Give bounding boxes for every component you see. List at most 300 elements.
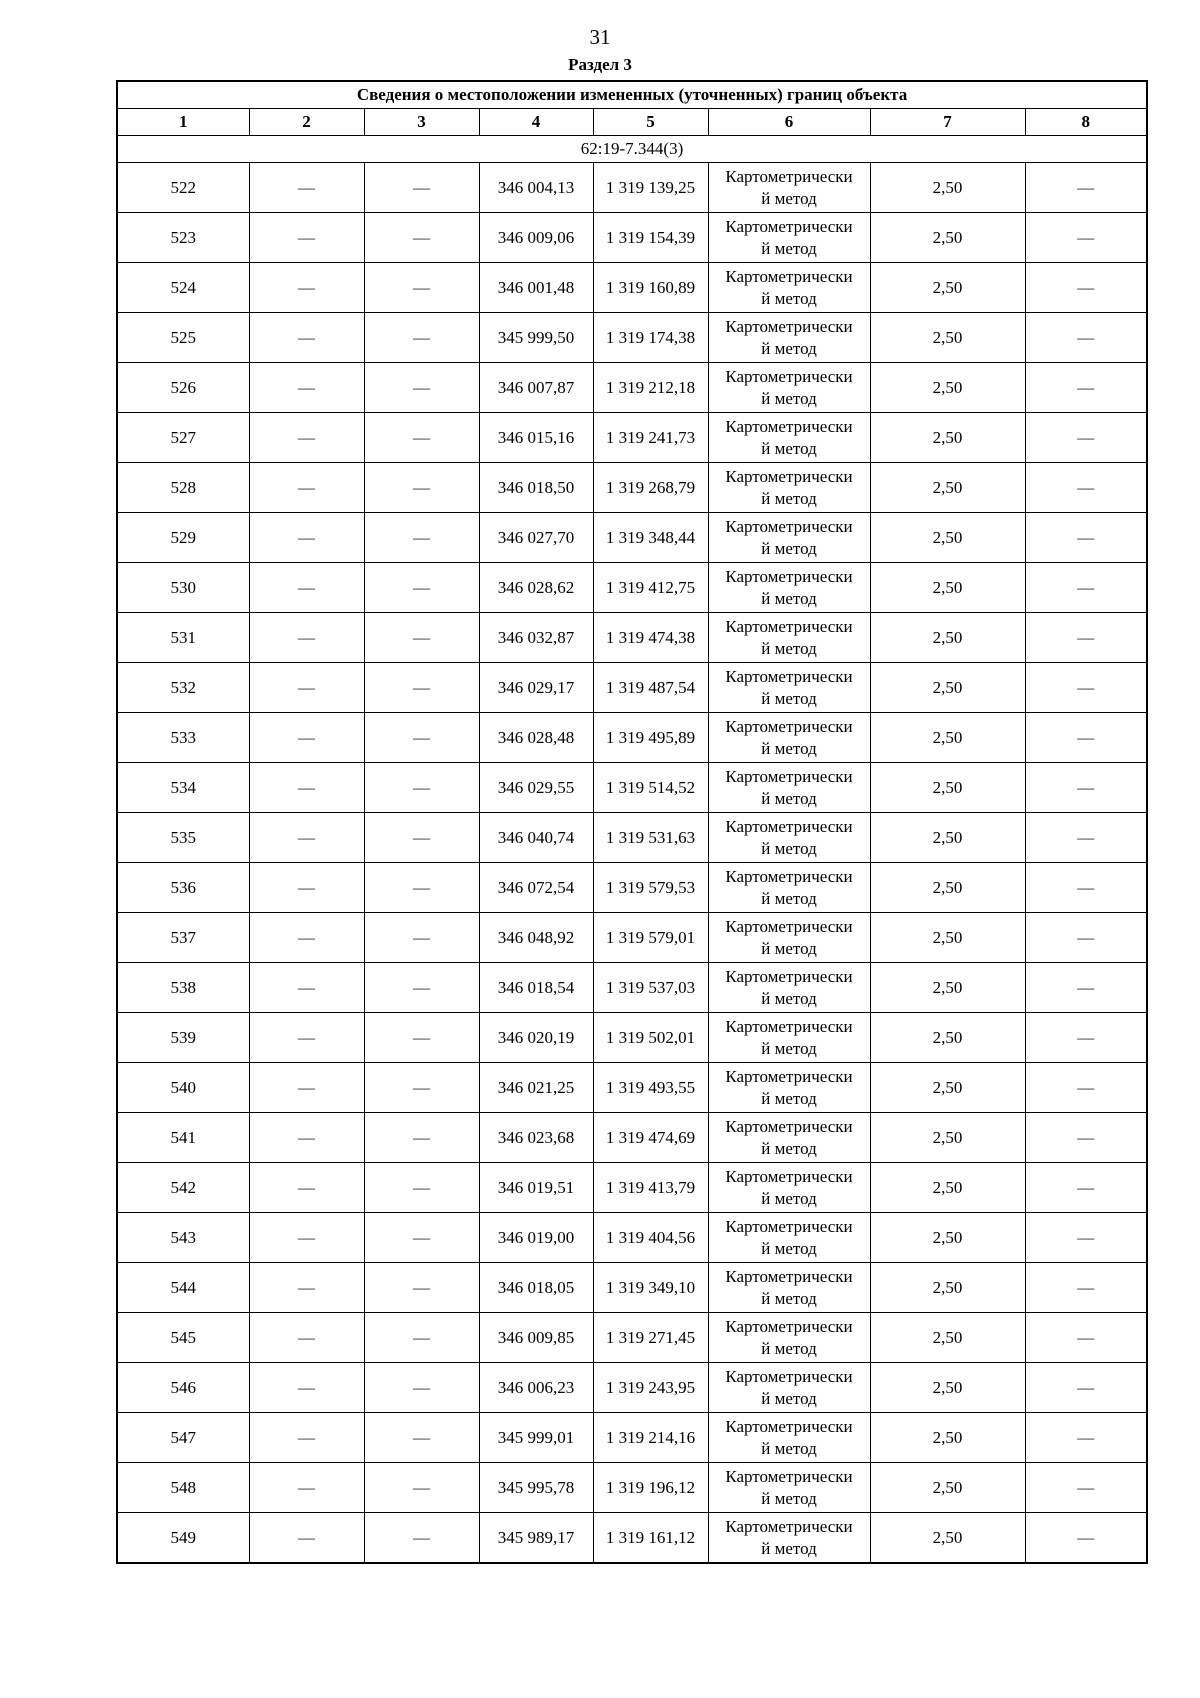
accuracy-cell: 2,50: [870, 1313, 1025, 1363]
empty-dash-cell: —: [1025, 163, 1147, 213]
accuracy-cell: 2,50: [870, 163, 1025, 213]
point-number-cell: 523: [117, 213, 249, 263]
method-cell: [708, 513, 870, 563]
point-number-cell: 522: [117, 163, 249, 213]
method-line-2: й метод: [761, 838, 817, 858]
method-line-1: Картометрически: [725, 1016, 853, 1036]
point-number-cell: 527: [117, 413, 249, 463]
y-coordinate-cell: 1 319 495,89: [593, 713, 708, 763]
column-numbers-row: [117, 109, 1147, 136]
accuracy-cell: 2,50: [870, 1113, 1025, 1163]
x-coordinate-cell: 346 029,55: [479, 763, 593, 813]
point-number-cell: 549: [117, 1513, 249, 1564]
y-coordinate-cell: 1 319 154,39: [593, 213, 708, 263]
coordinates-table: [116, 80, 1148, 1564]
method-line-1: Картометрически: [725, 316, 853, 336]
point-number-cell: 529: [117, 513, 249, 563]
method-line-1: Картометрически: [725, 616, 853, 636]
empty-dash-cell: —: [249, 1063, 364, 1113]
method-cell: [708, 363, 870, 413]
table-row: [117, 1313, 1147, 1363]
method-line-1: Картометрически: [725, 1416, 853, 1436]
method-line-2: й метод: [761, 1488, 817, 1508]
y-coordinate-cell: 1 319 412,75: [593, 563, 708, 613]
table-row: [117, 1163, 1147, 1213]
empty-dash-cell: —: [1025, 513, 1147, 563]
x-coordinate-cell: 346 009,06: [479, 213, 593, 263]
y-coordinate-cell: 1 319 349,10: [593, 1263, 708, 1313]
method-line-1: Картометрически: [725, 416, 853, 436]
empty-dash-cell: —: [364, 313, 479, 363]
accuracy-cell: 2,50: [870, 1363, 1025, 1413]
y-coordinate-cell: 1 319 404,56: [593, 1213, 708, 1263]
method-line-1: Картометрически: [725, 1166, 853, 1186]
point-number-cell: 545: [117, 1313, 249, 1363]
method-line-2: й метод: [761, 1088, 817, 1108]
empty-dash-cell: —: [1025, 1463, 1147, 1513]
x-coordinate-cell: 346 028,48: [479, 713, 593, 763]
column-number: 1: [117, 109, 249, 136]
accuracy-cell: 2,50: [870, 1013, 1025, 1063]
method-line-1: Картометрически: [725, 1466, 853, 1486]
empty-dash-cell: —: [1025, 1013, 1147, 1063]
method-cell: [708, 963, 870, 1013]
point-number-cell: 541: [117, 1113, 249, 1163]
y-coordinate-cell: 1 319 493,55: [593, 1063, 708, 1113]
empty-dash-cell: —: [1025, 263, 1147, 313]
accuracy-cell: 2,50: [870, 913, 1025, 963]
empty-dash-cell: —: [364, 1163, 479, 1213]
table-caption: Сведения о местоположении измененных (уточненных) границ объекта: [117, 81, 1147, 109]
point-number-cell: 539: [117, 1013, 249, 1063]
method-line-2: й метод: [761, 438, 817, 458]
x-coordinate-cell: 346 019,00: [479, 1213, 593, 1263]
point-number-cell: 533: [117, 713, 249, 763]
empty-dash-cell: —: [249, 213, 364, 263]
y-coordinate-cell: 1 319 502,01: [593, 1013, 708, 1063]
method-cell: [708, 1263, 870, 1313]
table-row: [117, 1513, 1147, 1564]
x-coordinate-cell: 346 004,13: [479, 163, 593, 213]
method-line-1: Картометрически: [725, 666, 853, 686]
table-row: [117, 263, 1147, 313]
table-row: [117, 563, 1147, 613]
empty-dash-cell: —: [1025, 1063, 1147, 1113]
method-cell: [708, 1113, 870, 1163]
empty-dash-cell: —: [249, 1163, 364, 1213]
method-cell: [708, 413, 870, 463]
empty-dash-cell: —: [364, 363, 479, 413]
method-line-1: Картометрически: [725, 466, 853, 486]
method-line-2: й метод: [761, 1038, 817, 1058]
y-coordinate-cell: 1 319 139,25: [593, 163, 708, 213]
accuracy-cell: 2,50: [870, 1063, 1025, 1113]
method-cell: [708, 463, 870, 513]
method-line-1: Картометрически: [725, 1516, 853, 1536]
x-coordinate-cell: 345 999,50: [479, 313, 593, 363]
y-coordinate-cell: 1 319 268,79: [593, 463, 708, 513]
method-cell: [708, 1513, 870, 1564]
table-row: [117, 1063, 1147, 1113]
table-row: [117, 513, 1147, 563]
empty-dash-cell: —: [1025, 213, 1147, 263]
empty-dash-cell: —: [1025, 413, 1147, 463]
empty-dash-cell: —: [1025, 813, 1147, 863]
x-coordinate-cell: 346 029,17: [479, 663, 593, 713]
empty-dash-cell: —: [249, 263, 364, 313]
method-line-2: й метод: [761, 1138, 817, 1158]
accuracy-cell: 2,50: [870, 613, 1025, 663]
method-line-1: Картометрически: [725, 366, 853, 386]
method-cell: [708, 763, 870, 813]
accuracy-cell: 2,50: [870, 1163, 1025, 1213]
empty-dash-cell: —: [364, 1113, 479, 1163]
method-line-1: Картометрически: [725, 716, 853, 736]
table-row: [117, 613, 1147, 663]
method-cell: [708, 213, 870, 263]
empty-dash-cell: —: [249, 563, 364, 613]
y-coordinate-cell: 1 319 348,44: [593, 513, 708, 563]
method-line-2: й метод: [761, 1438, 817, 1458]
empty-dash-cell: —: [364, 813, 479, 863]
method-cell: [708, 663, 870, 713]
method-line-2: й метод: [761, 338, 817, 358]
method-line-2: й метод: [761, 738, 817, 758]
y-coordinate-cell: 1 319 241,73: [593, 413, 708, 463]
empty-dash-cell: —: [364, 913, 479, 963]
method-line-2: й метод: [761, 988, 817, 1008]
method-line-2: й метод: [761, 288, 817, 308]
empty-dash-cell: —: [1025, 763, 1147, 813]
method-cell: [708, 913, 870, 963]
point-number-cell: 534: [117, 763, 249, 813]
empty-dash-cell: —: [1025, 363, 1147, 413]
y-coordinate-cell: 1 319 474,38: [593, 613, 708, 663]
empty-dash-cell: —: [364, 1463, 479, 1513]
method-cell: [708, 613, 870, 663]
method-cell: [708, 163, 870, 213]
empty-dash-cell: —: [1025, 963, 1147, 1013]
empty-dash-cell: —: [364, 963, 479, 1013]
y-coordinate-cell: 1 319 196,12: [593, 1463, 708, 1513]
table-caption-row: [117, 81, 1147, 109]
x-coordinate-cell: 346 006,23: [479, 1363, 593, 1413]
y-coordinate-cell: 1 319 243,95: [593, 1363, 708, 1413]
accuracy-cell: 2,50: [870, 663, 1025, 713]
empty-dash-cell: —: [364, 463, 479, 513]
x-coordinate-cell: 346 032,87: [479, 613, 593, 663]
method-line-1: Картометрически: [725, 216, 853, 236]
method-line-1: Картометрически: [725, 166, 853, 186]
empty-dash-cell: —: [1025, 863, 1147, 913]
point-number-cell: 548: [117, 1463, 249, 1513]
empty-dash-cell: —: [364, 1363, 479, 1413]
point-number-cell: 524: [117, 263, 249, 313]
x-coordinate-cell: 346 072,54: [479, 863, 593, 913]
empty-dash-cell: —: [249, 1463, 364, 1513]
table-row: [117, 313, 1147, 363]
method-cell: [708, 1463, 870, 1513]
empty-dash-cell: —: [249, 1413, 364, 1463]
table-row: [117, 213, 1147, 263]
empty-dash-cell: —: [249, 963, 364, 1013]
empty-dash-cell: —: [249, 463, 364, 513]
point-number-cell: 546: [117, 1363, 249, 1413]
empty-dash-cell: —: [1025, 1113, 1147, 1163]
accuracy-cell: 2,50: [870, 963, 1025, 1013]
method-cell: [708, 1063, 870, 1113]
method-line-2: й метод: [761, 388, 817, 408]
empty-dash-cell: —: [249, 1513, 364, 1564]
empty-dash-cell: —: [364, 1313, 479, 1363]
empty-dash-cell: —: [364, 1413, 479, 1463]
method-line-2: й метод: [761, 488, 817, 508]
y-coordinate-cell: 1 319 160,89: [593, 263, 708, 313]
empty-dash-cell: —: [364, 513, 479, 563]
point-number-cell: 535: [117, 813, 249, 863]
y-coordinate-cell: 1 319 579,01: [593, 913, 708, 963]
empty-dash-cell: —: [1025, 1413, 1147, 1463]
method-line-1: Картометрически: [725, 966, 853, 986]
y-coordinate-cell: 1 319 214,16: [593, 1413, 708, 1463]
empty-dash-cell: —: [249, 663, 364, 713]
method-cell: [708, 813, 870, 863]
empty-dash-cell: —: [1025, 913, 1147, 963]
accuracy-cell: 2,50: [870, 513, 1025, 563]
x-coordinate-cell: 346 048,92: [479, 913, 593, 963]
empty-dash-cell: —: [249, 1313, 364, 1363]
point-number-cell: 525: [117, 313, 249, 363]
table-row: [117, 713, 1147, 763]
accuracy-cell: 2,50: [870, 413, 1025, 463]
empty-dash-cell: —: [364, 1213, 479, 1263]
method-line-2: й метод: [761, 238, 817, 258]
point-number-cell: 542: [117, 1163, 249, 1213]
empty-dash-cell: —: [249, 813, 364, 863]
empty-dash-cell: —: [364, 663, 479, 713]
table-row: [117, 1363, 1147, 1413]
empty-dash-cell: —: [1025, 1513, 1147, 1564]
method-line-1: Картометрически: [725, 766, 853, 786]
empty-dash-cell: —: [1025, 713, 1147, 763]
table-row: [117, 1413, 1147, 1463]
empty-dash-cell: —: [249, 413, 364, 463]
method-line-2: й метод: [761, 688, 817, 708]
table-row: [117, 863, 1147, 913]
table-row: [117, 463, 1147, 513]
empty-dash-cell: —: [249, 713, 364, 763]
method-line-2: й метод: [761, 1238, 817, 1258]
table-row: [117, 1463, 1147, 1513]
method-line-2: й метод: [761, 1288, 817, 1308]
method-cell: [708, 1213, 870, 1263]
empty-dash-cell: —: [249, 1013, 364, 1063]
method-line-1: Картометрически: [725, 1116, 853, 1136]
point-number-cell: 536: [117, 863, 249, 913]
empty-dash-cell: —: [1025, 1213, 1147, 1263]
x-coordinate-cell: 346 009,85: [479, 1313, 593, 1363]
accuracy-cell: 2,50: [870, 1513, 1025, 1564]
empty-dash-cell: —: [249, 313, 364, 363]
table-row: [117, 363, 1147, 413]
y-coordinate-cell: 1 319 537,03: [593, 963, 708, 1013]
method-line-2: й метод: [761, 1388, 817, 1408]
x-coordinate-cell: 346 020,19: [479, 1013, 593, 1063]
table-row: [117, 1263, 1147, 1313]
y-coordinate-cell: 1 319 487,54: [593, 663, 708, 713]
parcel-id: 62:19-7.344(3): [117, 136, 1147, 163]
empty-dash-cell: —: [364, 763, 479, 813]
table-row: [117, 1213, 1147, 1263]
empty-dash-cell: —: [249, 1213, 364, 1263]
x-coordinate-cell: 345 995,78: [479, 1463, 593, 1513]
accuracy-cell: 2,50: [870, 263, 1025, 313]
method-line-1: Картометрически: [725, 916, 853, 936]
method-line-2: й метод: [761, 1188, 817, 1208]
method-cell: [708, 1363, 870, 1413]
method-line-1: Картометрически: [725, 1266, 853, 1286]
point-number-cell: 543: [117, 1213, 249, 1263]
empty-dash-cell: —: [1025, 1313, 1147, 1363]
method-cell: [708, 1413, 870, 1463]
empty-dash-cell: —: [1025, 613, 1147, 663]
table-row: [117, 163, 1147, 213]
empty-dash-cell: —: [364, 1263, 479, 1313]
point-number-cell: 537: [117, 913, 249, 963]
table-row: [117, 763, 1147, 813]
accuracy-cell: 2,50: [870, 863, 1025, 913]
method-line-2: й метод: [761, 638, 817, 658]
empty-dash-cell: —: [249, 1263, 364, 1313]
method-cell: [708, 313, 870, 363]
empty-dash-cell: —: [364, 413, 479, 463]
empty-dash-cell: —: [364, 613, 479, 663]
table-row: [117, 413, 1147, 463]
method-line-2: й метод: [761, 788, 817, 808]
method-cell: [708, 1163, 870, 1213]
x-coordinate-cell: 345 999,01: [479, 1413, 593, 1463]
y-coordinate-cell: 1 319 271,45: [593, 1313, 708, 1363]
method-line-2: й метод: [761, 188, 817, 208]
y-coordinate-cell: 1 319 579,53: [593, 863, 708, 913]
y-coordinate-cell: 1 319 514,52: [593, 763, 708, 813]
accuracy-cell: 2,50: [870, 1263, 1025, 1313]
empty-dash-cell: —: [364, 713, 479, 763]
parcel-id-row: [117, 136, 1147, 163]
method-cell: [708, 1013, 870, 1063]
x-coordinate-cell: 346 018,05: [479, 1263, 593, 1313]
accuracy-cell: 2,50: [870, 713, 1025, 763]
empty-dash-cell: —: [249, 863, 364, 913]
x-coordinate-cell: 346 040,74: [479, 813, 593, 863]
x-coordinate-cell: 346 007,87: [479, 363, 593, 413]
empty-dash-cell: —: [249, 613, 364, 663]
accuracy-cell: 2,50: [870, 763, 1025, 813]
x-coordinate-cell: 346 023,68: [479, 1113, 593, 1163]
empty-dash-cell: —: [1025, 313, 1147, 363]
empty-dash-cell: —: [249, 913, 364, 963]
accuracy-cell: 2,50: [870, 1463, 1025, 1513]
method-line-1: Картометрически: [725, 1066, 853, 1086]
empty-dash-cell: —: [249, 163, 364, 213]
column-number: 2: [249, 109, 364, 136]
method-cell: [708, 263, 870, 313]
point-number-cell: 530: [117, 563, 249, 613]
method-line-1: Картометрически: [725, 866, 853, 886]
empty-dash-cell: —: [364, 863, 479, 913]
x-coordinate-cell: 346 015,16: [479, 413, 593, 463]
method-line-2: й метод: [761, 888, 817, 908]
x-coordinate-cell: 345 989,17: [479, 1513, 593, 1564]
point-number-cell: 532: [117, 663, 249, 713]
empty-dash-cell: —: [364, 1013, 479, 1063]
accuracy-cell: 2,50: [870, 1213, 1025, 1263]
method-line-2: й метод: [761, 1538, 817, 1558]
table-row: [117, 1013, 1147, 1063]
empty-dash-cell: —: [364, 213, 479, 263]
accuracy-cell: 2,50: [870, 213, 1025, 263]
method-line-1: Картометрически: [725, 816, 853, 836]
table-row: [117, 963, 1147, 1013]
method-line-2: й метод: [761, 938, 817, 958]
column-number: 6: [708, 109, 870, 136]
point-number-cell: 528: [117, 463, 249, 513]
section-title: Раздел 3: [568, 55, 632, 74]
x-coordinate-cell: 346 028,62: [479, 563, 593, 613]
empty-dash-cell: —: [364, 263, 479, 313]
method-cell: [708, 1313, 870, 1363]
point-number-cell: 540: [117, 1063, 249, 1113]
table-row: [117, 663, 1147, 713]
method-line-1: Картометрически: [725, 1216, 853, 1236]
point-number-cell: 544: [117, 1263, 249, 1313]
empty-dash-cell: —: [1025, 1263, 1147, 1313]
method-line-2: й метод: [761, 538, 817, 558]
empty-dash-cell: —: [364, 1513, 479, 1564]
x-coordinate-cell: 346 018,50: [479, 463, 593, 513]
table-row: [117, 1113, 1147, 1163]
x-coordinate-cell: 346 021,25: [479, 1063, 593, 1113]
y-coordinate-cell: 1 319 413,79: [593, 1163, 708, 1213]
empty-dash-cell: —: [1025, 663, 1147, 713]
x-coordinate-cell: 346 027,70: [479, 513, 593, 563]
accuracy-cell: 2,50: [870, 813, 1025, 863]
column-number: 4: [479, 109, 593, 136]
empty-dash-cell: —: [364, 1063, 479, 1113]
method-line-2: й метод: [761, 588, 817, 608]
column-number: 8: [1025, 109, 1147, 136]
x-coordinate-cell: 346 018,54: [479, 963, 593, 1013]
empty-dash-cell: —: [1025, 463, 1147, 513]
empty-dash-cell: —: [249, 1113, 364, 1163]
method-line-2: й метод: [761, 1338, 817, 1358]
empty-dash-cell: —: [249, 763, 364, 813]
accuracy-cell: 2,50: [870, 563, 1025, 613]
method-line-1: Картометрически: [725, 516, 853, 536]
empty-dash-cell: —: [249, 363, 364, 413]
method-line-1: Картометрически: [725, 266, 853, 286]
method-line-1: Картометрически: [725, 1366, 853, 1386]
accuracy-cell: 2,50: [870, 363, 1025, 413]
point-number-cell: 531: [117, 613, 249, 663]
page-number: 31: [589, 25, 611, 49]
y-coordinate-cell: 1 319 174,38: [593, 313, 708, 363]
empty-dash-cell: —: [1025, 1163, 1147, 1213]
point-number-cell: 538: [117, 963, 249, 1013]
empty-dash-cell: —: [249, 1363, 364, 1413]
y-coordinate-cell: 1 319 531,63: [593, 813, 708, 863]
x-coordinate-cell: 346 001,48: [479, 263, 593, 313]
